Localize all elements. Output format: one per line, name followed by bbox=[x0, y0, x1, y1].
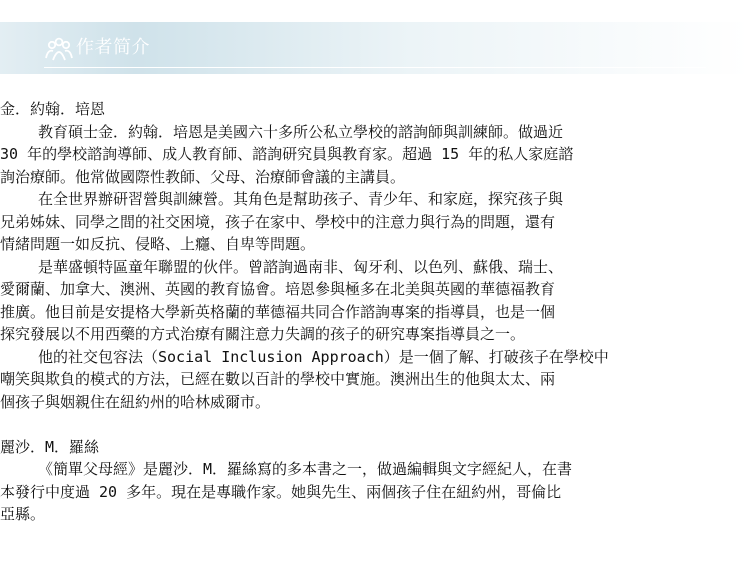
people-logo-icon bbox=[44, 36, 74, 62]
bio-line: 教育碩士金．約翰．培恩是美國六十多所公私立學校的諮詢師與訓練師。做過近 bbox=[38, 122, 564, 141]
header-divider bbox=[44, 67, 706, 68]
bio-line: 嘲笑與欺負的模式的方法，已經在數以百計的學校中實施。澳洲出生的他與太太、兩 bbox=[0, 370, 556, 388]
bio-line: 個孩子與姻親住在紐約州的哈林威爾市。 bbox=[0, 392, 271, 411]
bio-line: 探究發展以不用西藥的方式治療有關注意力失調的孩子的研究專案指導員之一。 bbox=[0, 325, 526, 343]
author-name: 金．約翰．培恩 bbox=[0, 100, 106, 118]
bio-line: 詢治療師。他常做國際性教師、父母、治療師會議的主講員。 bbox=[0, 167, 406, 186]
bio-line: 《簡單父母經》是麗沙．M．羅絲寫的多本書之一，做過編輯與文字經紀人，在書 bbox=[38, 460, 573, 478]
bio-line: 是華盛頓特區童年聯盟的伙伴。曾諮詢過南非、匈牙利、以色列、蘇俄、瑞士、 bbox=[38, 257, 564, 276]
bio-line: 亞縣。 bbox=[0, 505, 46, 523]
bio-line: 推廣。他目前是安提格大學新英格蘭的華德福共同合作諮詢專案的指導員，也是一個 bbox=[0, 302, 556, 321]
bio-line: 30 年的學校諮詢導師、成人教育師、諮詢研究員與教育家。超過 15 年的私人家庭諮 bbox=[0, 145, 574, 163]
bio-line: 愛爾蘭、加拿大、澳洲、英國的教育協會。培恩參與極多在北美與英國的華德福教育 bbox=[0, 280, 556, 298]
bio-line: 情緒問題一如反抗、侵略、上癮、自卑等問題。 bbox=[0, 235, 316, 253]
author-bio-content bbox=[0, 98, 750, 526]
bio-line: 本發行中度過 20 多年。現在是專職作家。她與先生、兩個孩子住在紐約州，哥倫比 bbox=[0, 482, 562, 501]
section-title: 作者简介 bbox=[76, 37, 150, 58]
bio-line: 在全世界辦研習營與訓練營。其角色是幫助孩子、青少年、和家庭，探究孩子與 bbox=[38, 190, 564, 208]
bio-line: 兄弟姊妹、同學之間的社交困境，孩子在家中、學校中的注意力與行為的問題，還有 bbox=[0, 212, 556, 231]
paragraph-gap bbox=[0, 413, 750, 436]
author-name: 麗沙．M．羅絲 bbox=[0, 437, 100, 456]
bio-line: 他的社交包容法（Social Inclusion Approach）是一個了解、打破孩子在學校中 bbox=[38, 347, 609, 366]
